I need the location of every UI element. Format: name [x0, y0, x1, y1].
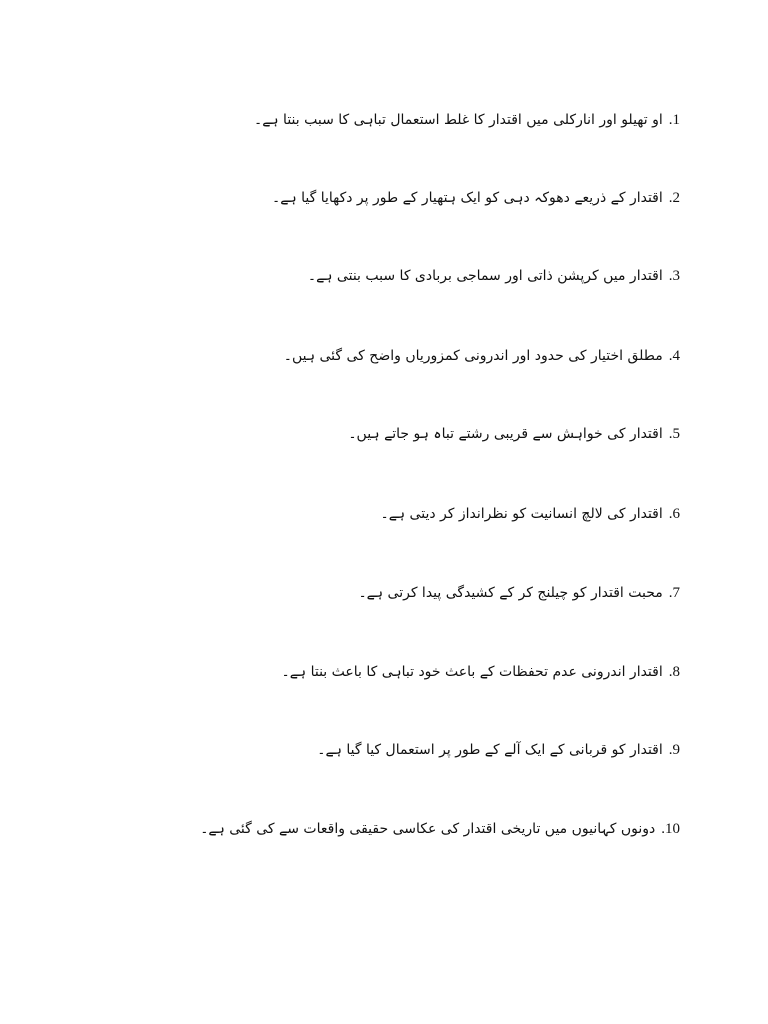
item-number: 7.: [668, 585, 680, 601]
item-text: اقتدار کی خواہش سے قریبی رشتے تباہ ہو جاتے ہیں۔: [348, 426, 663, 442]
list-item: [120, 186, 680, 210]
item-number: 2.: [668, 190, 680, 206]
item-text: دونوں کہانیوں میں تاریخی اقتدار کی عکاسی حقیقی واقعات سے کی گئی ہے۔: [200, 821, 656, 837]
item-number: 3.: [668, 268, 680, 284]
list-item: [120, 264, 680, 288]
list-item: [120, 738, 680, 762]
item-number: 4.: [668, 348, 680, 364]
item-text: مطلق اختیار کی حدود اور اندرونی کمزوریاں واضح کی گئی ہیں۔: [283, 348, 663, 364]
item-number: 1.: [668, 112, 680, 128]
item-number: 6.: [668, 506, 680, 522]
list-item: [120, 422, 680, 446]
item-number: 9.: [668, 742, 680, 758]
item-text: اقتدار کو قربانی کے ایک آلے کے طور پر استعمال کیا گیا ہے۔: [317, 742, 663, 758]
list-item: [120, 344, 680, 368]
item-text: اقتدار اندرونی عدم تحفظات کے باعث خود تباہی کا باعث بنتا ہے۔: [281, 664, 663, 680]
item-number: 5.: [668, 426, 680, 442]
item-text: اقتدار کی لالچ انسانیت کو نظرانداز کر دیتی ہے۔: [380, 506, 663, 522]
list-item: [120, 660, 680, 684]
list-item: [120, 502, 680, 526]
item-number: 8.: [668, 664, 680, 680]
item-text: او تھیلو اور انارکلی میں اقتدار کا غلط استعمال تباہی کا سبب بنتا ہے۔: [254, 112, 663, 128]
list-item: [120, 581, 680, 605]
list-item: [120, 108, 680, 132]
item-text: اقتدار میں کرپشن ذاتی اور سماجی بربادی کا سبب بنتی ہے۔: [307, 268, 663, 284]
item-text: محبت اقتدار کو چیلنج کر کے کشیدگی پیدا کرتی ہے۔: [358, 585, 663, 601]
list-item: [120, 817, 680, 841]
item-number: 10.: [661, 821, 680, 837]
item-text: اقتدار کے ذریعے دھوکہ دہی کو ایک ہتھیار کے طور پر دکھایا گیا ہے۔: [272, 190, 663, 206]
